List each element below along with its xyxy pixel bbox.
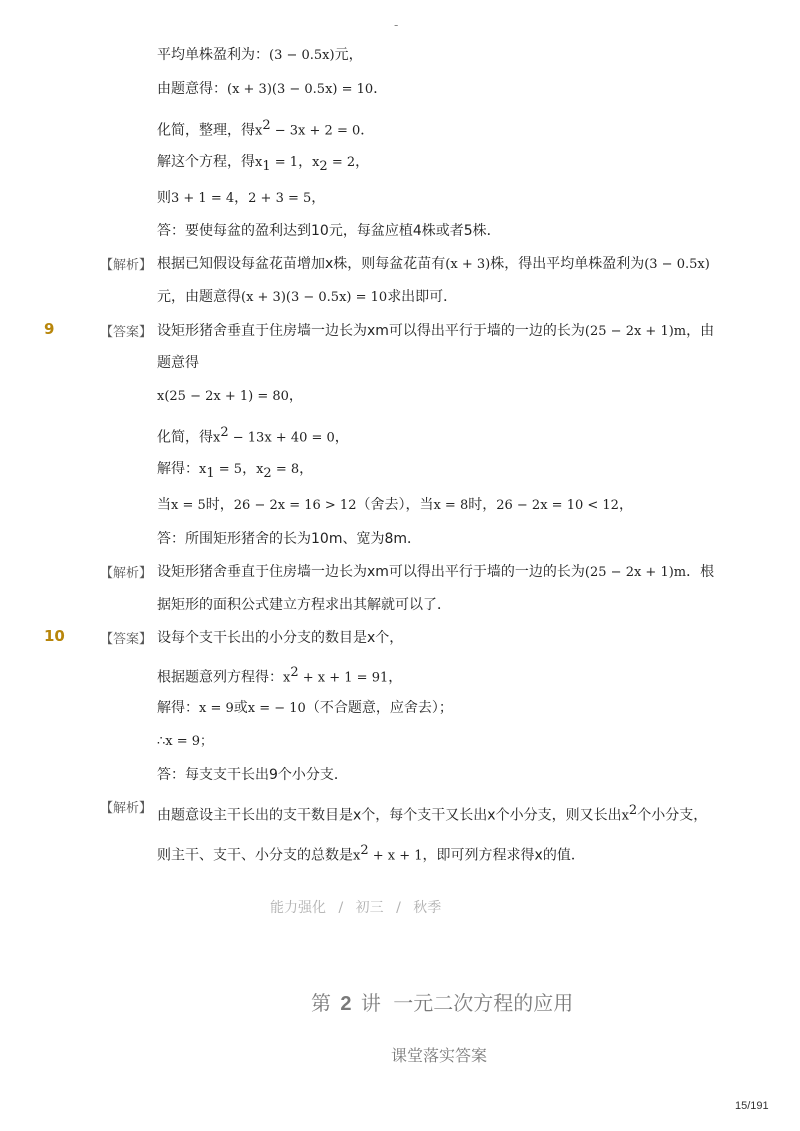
- footer-season: 秋季: [413, 900, 442, 916]
- q9-line-2: 题意得: [157, 355, 199, 371]
- q10-line-2: 根据题意列方程得：$x^2 + x + 1 = 91$，: [157, 665, 403, 686]
- lecture-title: 第 2 讲 一元二次方程的应用: [311, 991, 574, 1015]
- footer-grade: 初三: [355, 900, 384, 916]
- q10-line-1: 设每个支干长出的小分支的数目是x个，: [157, 630, 404, 646]
- header-mark: -: [394, 18, 399, 32]
- q8-analysis-line-1: 根据已知假设每盆花苗增加x株，则每盆花苗有(x + 3)株，得出平均单株盈利为(3 − 0.5x): [157, 256, 710, 272]
- q8-line-5: 则3 + 1 = 4，2 + 3 = 5，: [157, 190, 326, 206]
- q8-analysis-line-2: 元，由题意得(x + 3)(3 − 0.5x) = 10求出即可．: [157, 289, 458, 305]
- footer-breadcrumb: [270, 897, 441, 917]
- q9-number: 9: [44, 320, 55, 338]
- q10-line-3: 解得：x = 9或x = − 10（不合题意，应舍去）；: [157, 700, 453, 716]
- q9-analysis-line-1: 设矩形猪舍垂直于住房墙一边长为xm可以得出平行于墙的一边的长为(25 − 2x + 1)m．根: [157, 564, 715, 580]
- q10-analysis-line-1: 由题意设主干长出的支干数目是x个，每个支干又长出x个小分支，则又长出$x^2$个小分支，: [157, 803, 708, 824]
- q9-answer-line: 答：所围矩形猪舍的长为10m、宽为8m．: [157, 531, 421, 547]
- q9-line-5: 解得：$x_1 = 5$，$x_2 = 8$，: [157, 461, 314, 481]
- q9-analysis-line-2: 据矩形的面积公式建立方程求出其解就可以了．: [157, 597, 451, 613]
- q9-line-4: 化简，得$x^2 - 13x + 40 = 0$，: [157, 425, 349, 446]
- q10-analysis-tag: 【解析】: [100, 801, 153, 816]
- page-number: 15/191: [735, 1100, 769, 1112]
- footer-separator: /: [338, 900, 344, 916]
- section-title: 课堂落实答案: [391, 1046, 488, 1065]
- q10-line-4: ∴x = 9；: [157, 734, 214, 749]
- footer-separator: /: [396, 900, 401, 916]
- footer-course: 能力强化: [270, 900, 326, 916]
- q9-analysis-tag: 【解析】: [100, 566, 153, 581]
- q10-answer-tag: 【答案】: [100, 632, 153, 647]
- q10-analysis-line-2: 则主干、支干、小分支的总数是$x^2 + x + 1$，即可列方程求得x的值．: [157, 843, 585, 864]
- q10-answer-line: 答：每支支干长出9个小分支．: [157, 767, 348, 783]
- q8-analysis-tag: 【解析】: [100, 258, 153, 273]
- q8-line-2: 由题意得：(x + 3)(3 − 0.5x) = 10．: [157, 81, 388, 97]
- q8-line-1: 平均单株盈利为：(3 − 0.5x)元，: [157, 47, 363, 63]
- q9-line-1: 设矩形猪舍垂直于住房墙一边长为xm可以得出平行于墙的一边的长为(25 − 2x + 1)m，由: [157, 323, 715, 339]
- q8-answer-line: 答：要使每盆的盈利达到10元，每盆应植4株或者5株．: [157, 223, 501, 239]
- q9-line-6: 当x = 5时，26 − 2x = 16 > 12（舍去），当x = 8时，26 − 2x = 10 < 12，: [157, 497, 633, 513]
- q9-line-3: x(25 − 2x + 1) = 80，: [157, 388, 303, 404]
- q8-line-3: 化简，整理，得$x^2 - 3x + 2 = 0$．: [157, 118, 375, 139]
- q8-line-4: 解这个方程，得$x_1 = 1$，$x_2 = 2$，: [157, 154, 370, 174]
- q9-answer-tag: 【答案】: [100, 325, 153, 340]
- q10-number: 10: [44, 627, 65, 645]
